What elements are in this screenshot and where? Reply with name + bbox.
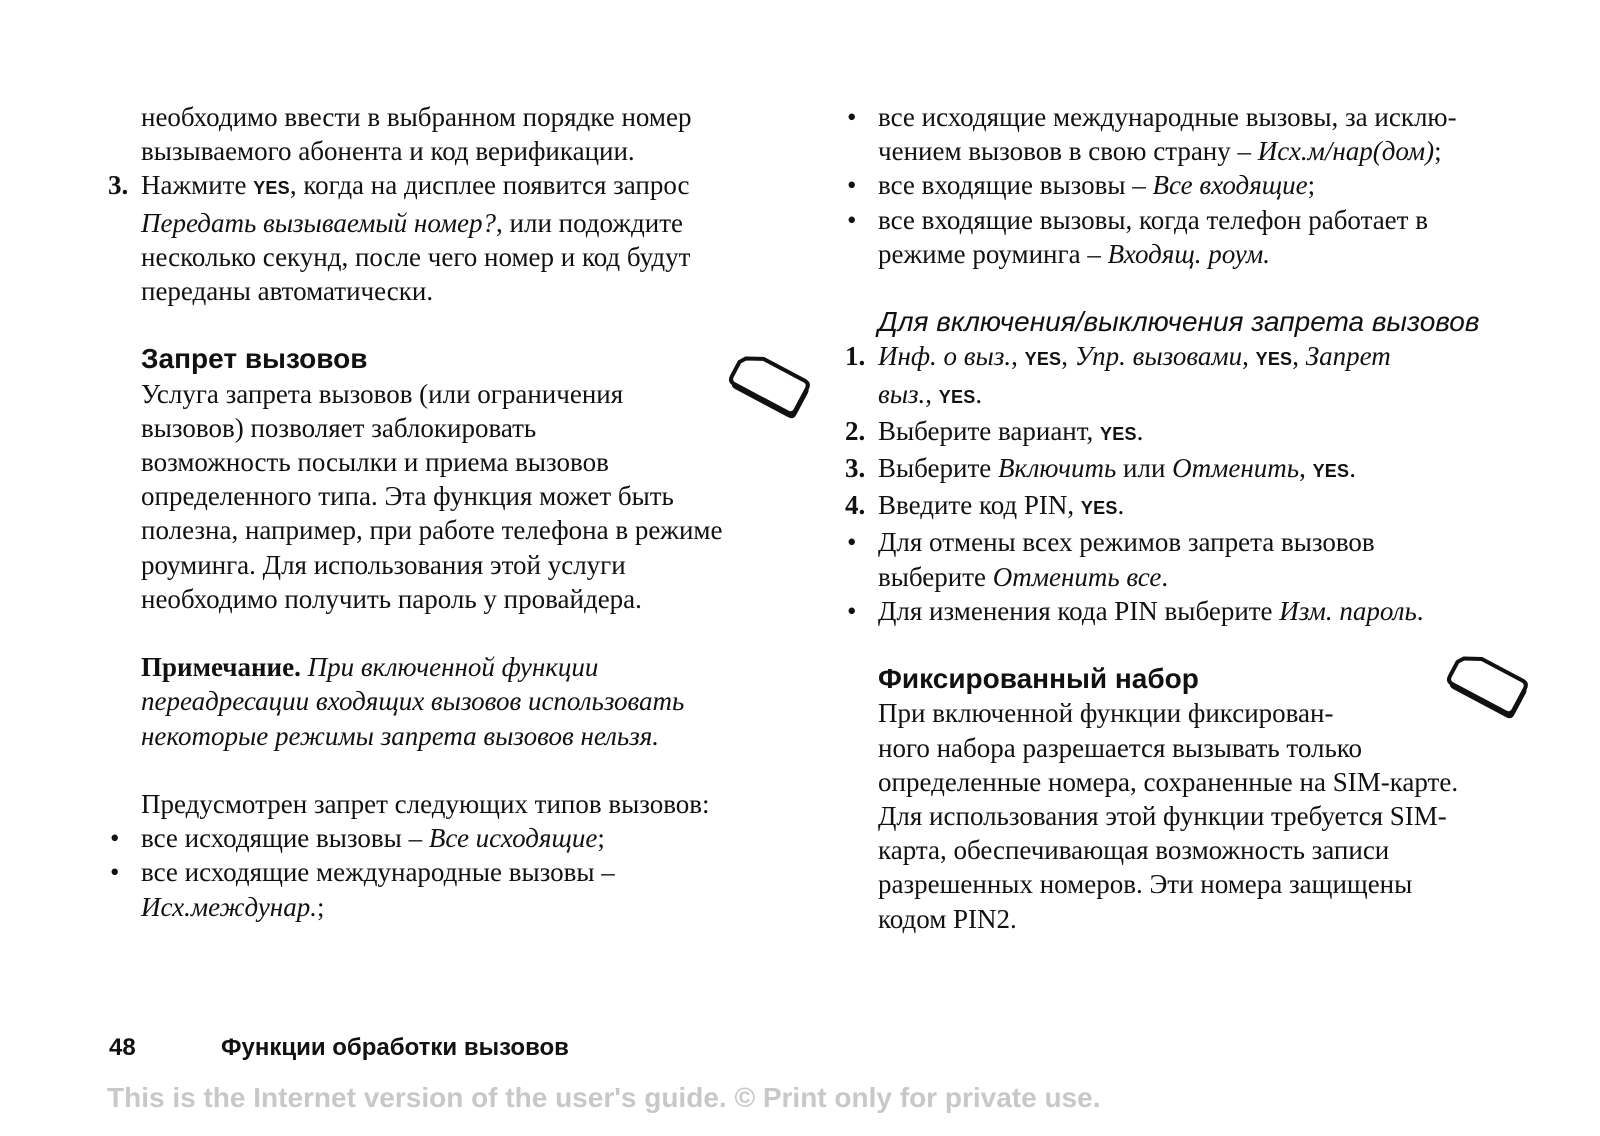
step-3 (845, 451, 1568, 488)
separator: , (1242, 341, 1256, 372)
menu-item-name: Отменить все (992, 561, 1162, 592)
yes-key-label: YES (1024, 349, 1062, 370)
bullet-text: Для отмены всех режимов запрета вызовов (878, 527, 1375, 558)
step-text: , когда на дисплее появится запрос (289, 170, 690, 201)
note-line: переадресации входящих вызовов использовать (141, 686, 685, 717)
menu-item-name: Включить (998, 453, 1117, 484)
yes-key-label: YES (1312, 461, 1350, 482)
step-text: , или подождите (496, 207, 683, 238)
bullet-text: . (1416, 595, 1424, 626)
paragraph-line: вызовов) позволяет заблокировать (141, 412, 537, 443)
step-text: или (1116, 453, 1173, 484)
section-heading-call-barring: Запрет вызовов (141, 343, 368, 375)
paragraph-line: кодом PIN2. (878, 903, 1017, 934)
step-3 (108, 168, 821, 205)
menu-item-name: Упр. вызовами (1074, 341, 1243, 372)
separator: , (925, 378, 939, 409)
sim-card-icon (1440, 650, 1532, 720)
paragraph-line: Для использования этой функции требуется SIM- (878, 801, 1447, 832)
right-column (845, 100, 1568, 936)
text-line: Предусмотрен запрет следующих типов вызовов: (141, 789, 710, 820)
text-line (141, 890, 821, 924)
bullet-item (110, 855, 821, 889)
paragraph-line: определенные номера, сохраненные на SIM-карте. (878, 766, 1459, 797)
section-heading-fixed-dialing: Фиксированный набор (878, 663, 1199, 695)
text-line (878, 560, 1568, 594)
menu-item-name: Все входящие (1152, 170, 1308, 201)
paragraph-line: необходимо получить пароль у провайдера. (141, 583, 642, 614)
bullet-text: все входящие вызовы, когда телефон работает в (878, 204, 1428, 235)
text-line (878, 237, 1568, 271)
left-column (108, 100, 821, 924)
sim-card-icon (722, 350, 814, 420)
bullet-text: . (1161, 561, 1169, 592)
menu-item-name: Отменить (1172, 453, 1300, 484)
bullet-text: чением вызовов в свою страну – (878, 136, 1258, 167)
step-text: Введите код PIN, (878, 490, 1081, 521)
paragraph-line: карта, обеспечивающая возможность записи (878, 835, 1390, 866)
menu-prompt: Передать вызываемый номер? (141, 207, 497, 238)
bullet-text: все входящие вызовы – (878, 170, 1153, 201)
page-number: 48 (109, 1034, 136, 1061)
bullet-item (847, 168, 1568, 202)
step-number: 3. (845, 453, 866, 484)
paragraph-line: роуминга. Для использования этой услуги (141, 549, 626, 580)
paragraph-line: определенного типа. Эта функция может быть (141, 481, 674, 512)
menu-item-name: Изм. пароль (1279, 595, 1417, 626)
bullet-text: ; (316, 891, 325, 922)
separator: , (1011, 341, 1025, 372)
step-number: 1. (845, 341, 866, 372)
separator: . (1117, 490, 1125, 521)
paragraph-line: ного набора разрешается вызывать только (878, 732, 1363, 763)
bullet-item (847, 594, 1568, 628)
bullet-item (847, 525, 1568, 559)
bullet-icon: • (110, 857, 120, 888)
step-number: 4. (845, 490, 866, 521)
menu-item-name: Исх.междунар. (141, 891, 317, 922)
bullet-text: все исходящие международные вызовы – (141, 857, 615, 888)
text-line: необходимо ввести в выбранном порядке номер (141, 102, 692, 132)
step-text: Нажмите (141, 170, 254, 201)
menu-item-name: Все исходящие (428, 823, 598, 854)
step-2 (845, 414, 1568, 451)
bullet-icon: • (847, 170, 857, 201)
separator: . (1349, 453, 1356, 484)
chapter-title: Функции обработки вызовов (221, 1034, 569, 1061)
bullet-text: ; (1307, 170, 1316, 201)
note-line (141, 650, 821, 684)
separator: , (1061, 341, 1075, 372)
bullet-icon: • (847, 102, 857, 132)
step-number: 3. (108, 170, 129, 201)
bullet-text: выберите (878, 561, 993, 592)
menu-item-name: выз. (878, 378, 926, 409)
bullet-text: ; (597, 823, 605, 854)
separator: . (1136, 415, 1144, 446)
bullet-item (110, 821, 821, 855)
text-line (141, 206, 821, 240)
paragraph-line: возможность посылки и приема вызовов (141, 447, 609, 478)
paragraph-line: При включенной функции фиксирован- (878, 698, 1334, 729)
bullet-icon: • (110, 823, 120, 854)
bullet-text: режиме роуминга – (878, 238, 1108, 269)
yes-key-label: YES (938, 386, 976, 407)
paragraph-line: разрешенных номеров. Эти номера защищены (878, 869, 1413, 900)
bullet-icon: • (847, 595, 857, 626)
menu-item-name: Входящ. роум. (1107, 238, 1270, 269)
yes-key-label: YES (1080, 498, 1118, 519)
procedure-subheading: Для включения/выключения запрета вызовов (878, 306, 1480, 338)
text-line: несколько секунд, после чего номер и код будут (141, 241, 691, 272)
menu-item-name: Инф. о выз. (878, 341, 1012, 372)
bullet-icon: • (847, 527, 857, 558)
step-1 (845, 339, 1568, 376)
step-4 (845, 488, 1568, 525)
bullet-text: Для изменения кода PIN выберите (878, 595, 1280, 626)
paragraph-line: Услуга запрета вызовов (или ограничения (141, 378, 624, 409)
menu-item-name: Исх.м/нар(дом) (1257, 136, 1435, 167)
yes-key-label: YES (1100, 423, 1137, 444)
note-label: Примечание. (141, 652, 301, 683)
bullet-item (847, 100, 1568, 134)
yes-key-label: YES (1255, 349, 1293, 370)
step-text: Выберите (878, 453, 998, 484)
text-line (878, 377, 1568, 414)
bullet-text: все исходящие вызовы – (141, 823, 429, 854)
separator: . (975, 378, 983, 409)
step-text: Выберите вариант, (878, 415, 1101, 446)
text-line: переданы автоматически. (141, 276, 434, 307)
step-number: 2. (845, 415, 866, 446)
text-line: вызываемого абонента и код верификации. (141, 136, 635, 167)
bullet-icon: • (847, 204, 857, 235)
bullet-text: все исходящие международные вызовы, за исклю- (878, 102, 1457, 132)
yes-key-label: YES (253, 178, 290, 199)
bullet-text: ; (1434, 136, 1442, 167)
separator: , (1299, 453, 1313, 484)
separator: , (1292, 341, 1306, 372)
note-text: При включенной функции (300, 652, 599, 683)
bullet-item (847, 203, 1568, 237)
watermark-notice: This is the Internet version of the user's guide. © Print only for private use. (107, 1082, 1101, 1113)
paragraph-line: полезна, например, при работе телефона в режиме (141, 515, 723, 546)
menu-item-name: Запрет (1305, 341, 1391, 372)
note-line: некоторые режимы запрета вызовов нельзя. (141, 720, 660, 751)
text-line (878, 134, 1568, 168)
